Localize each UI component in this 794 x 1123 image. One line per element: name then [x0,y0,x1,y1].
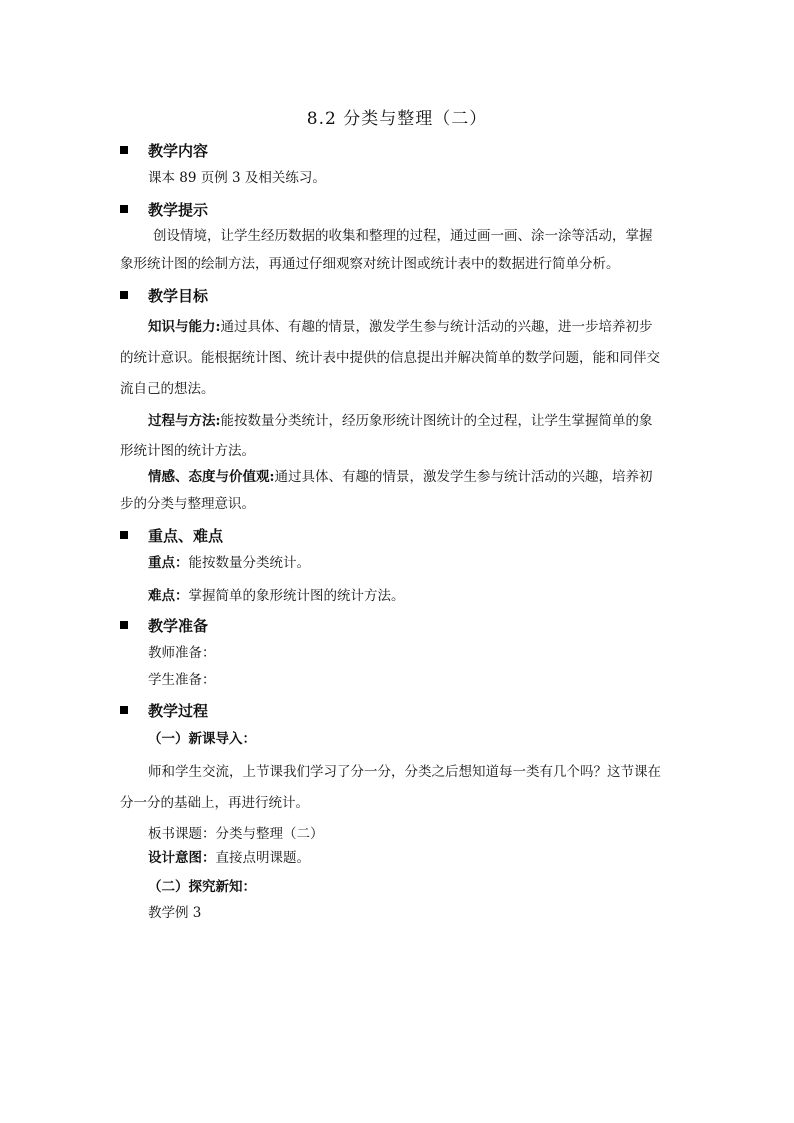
example-label: 教学例 3 [148,905,202,921]
section-label: 重点、难点 [148,527,224,545]
goal-knowledge-text: 通过具体、有趣的情景，激发学生参与统计活动的兴趣，进一步培养初步 [220,319,653,335]
step-1-heading: （一）新课导入： [148,731,256,747]
section-heading-keypoints [120,525,223,546]
square-bullet-icon [120,706,128,714]
section-heading-content [120,140,208,161]
square-bullet-icon [120,621,128,629]
goal-knowledge-line-2: 的统计意识。能根据统计图、统计表中提供的信息提出并解决简单的数学问题，能和同伴交 [120,350,660,366]
key-point [148,557,310,571]
design-intent [148,852,310,866]
goal-emotion-text: 通过具体、有趣的情景，激发学生参与统计活动的兴趣，培养初 [274,469,653,485]
difficult-point [148,590,405,604]
section-heading-goals [120,285,208,306]
goal-emotion-line-1 [148,471,652,485]
design-intent-text: 直接点明课题。 [215,850,310,866]
goal-knowledge-line-3: 流自己的想法。 [120,381,215,397]
goal-process-line-2: 形统计图的统计方法。 [120,443,255,459]
step-1-line-1: 师和学生交流，上节课我们学习了分一分，分类之后想知道每一类有几个吗？这节课在 [148,764,661,780]
teacher-prep: 教师准备： [148,645,216,661]
key-point-label: 重点： [148,555,189,571]
section-label: 教学目标 [148,287,209,305]
goal-process-label: 过程与方法: [148,413,221,429]
section-label: 教学内容 [148,142,209,160]
section-heading-prep [120,615,208,636]
student-prep: 学生准备： [148,672,216,688]
design-intent-label: 设计意图： [148,850,216,866]
goal-knowledge-line-1 [148,321,652,335]
hint-line-2: 象形统计图的绘制方法，再通过仔细观察对统计图或统计表中的数据进行简单分析。 [120,256,620,272]
section-label: 教学提示 [148,201,209,219]
square-bullet-icon [120,531,128,539]
key-point-text: 能按数量分类统计。 [188,555,310,571]
goal-process-line-1 [148,415,652,429]
content-text: 课本 89 页例 3 及相关练习。 [148,170,326,186]
goal-emotion-label: 情感、态度与价值观: [148,469,275,485]
square-bullet-icon [120,291,128,299]
step-1-line-2: 分一分的基础上，再进行统计。 [120,795,309,811]
section-label: 教学准备 [148,617,209,635]
difficult-point-label: 难点： [148,588,189,604]
square-bullet-icon [120,205,128,213]
page-title: 8.2 分类与整理（二） [306,109,488,129]
board-title: 板书课题：分类与整理（二） [148,826,324,842]
section-heading-process [120,700,208,721]
goal-process-text: 能按数量分类统计，经历象形统计图统计的全过程，让学生掌握简单的象 [220,413,653,429]
section-label: 教学过程 [148,702,209,720]
square-bullet-icon [120,146,128,154]
step-2-heading: （二）探究新知： [148,879,256,895]
difficult-point-text: 掌握简单的象形统计图的统计方法。 [188,588,405,604]
hint-line-1: 创设情境，让学生经历数据的收集和整理的过程，通过画一画、涂一涂等活动，掌握 [153,228,653,244]
goal-emotion-line-2: 步的分类与整理意识。 [120,496,255,512]
goal-knowledge-label: 知识与能力: [148,319,221,335]
section-heading-hint [120,199,208,220]
